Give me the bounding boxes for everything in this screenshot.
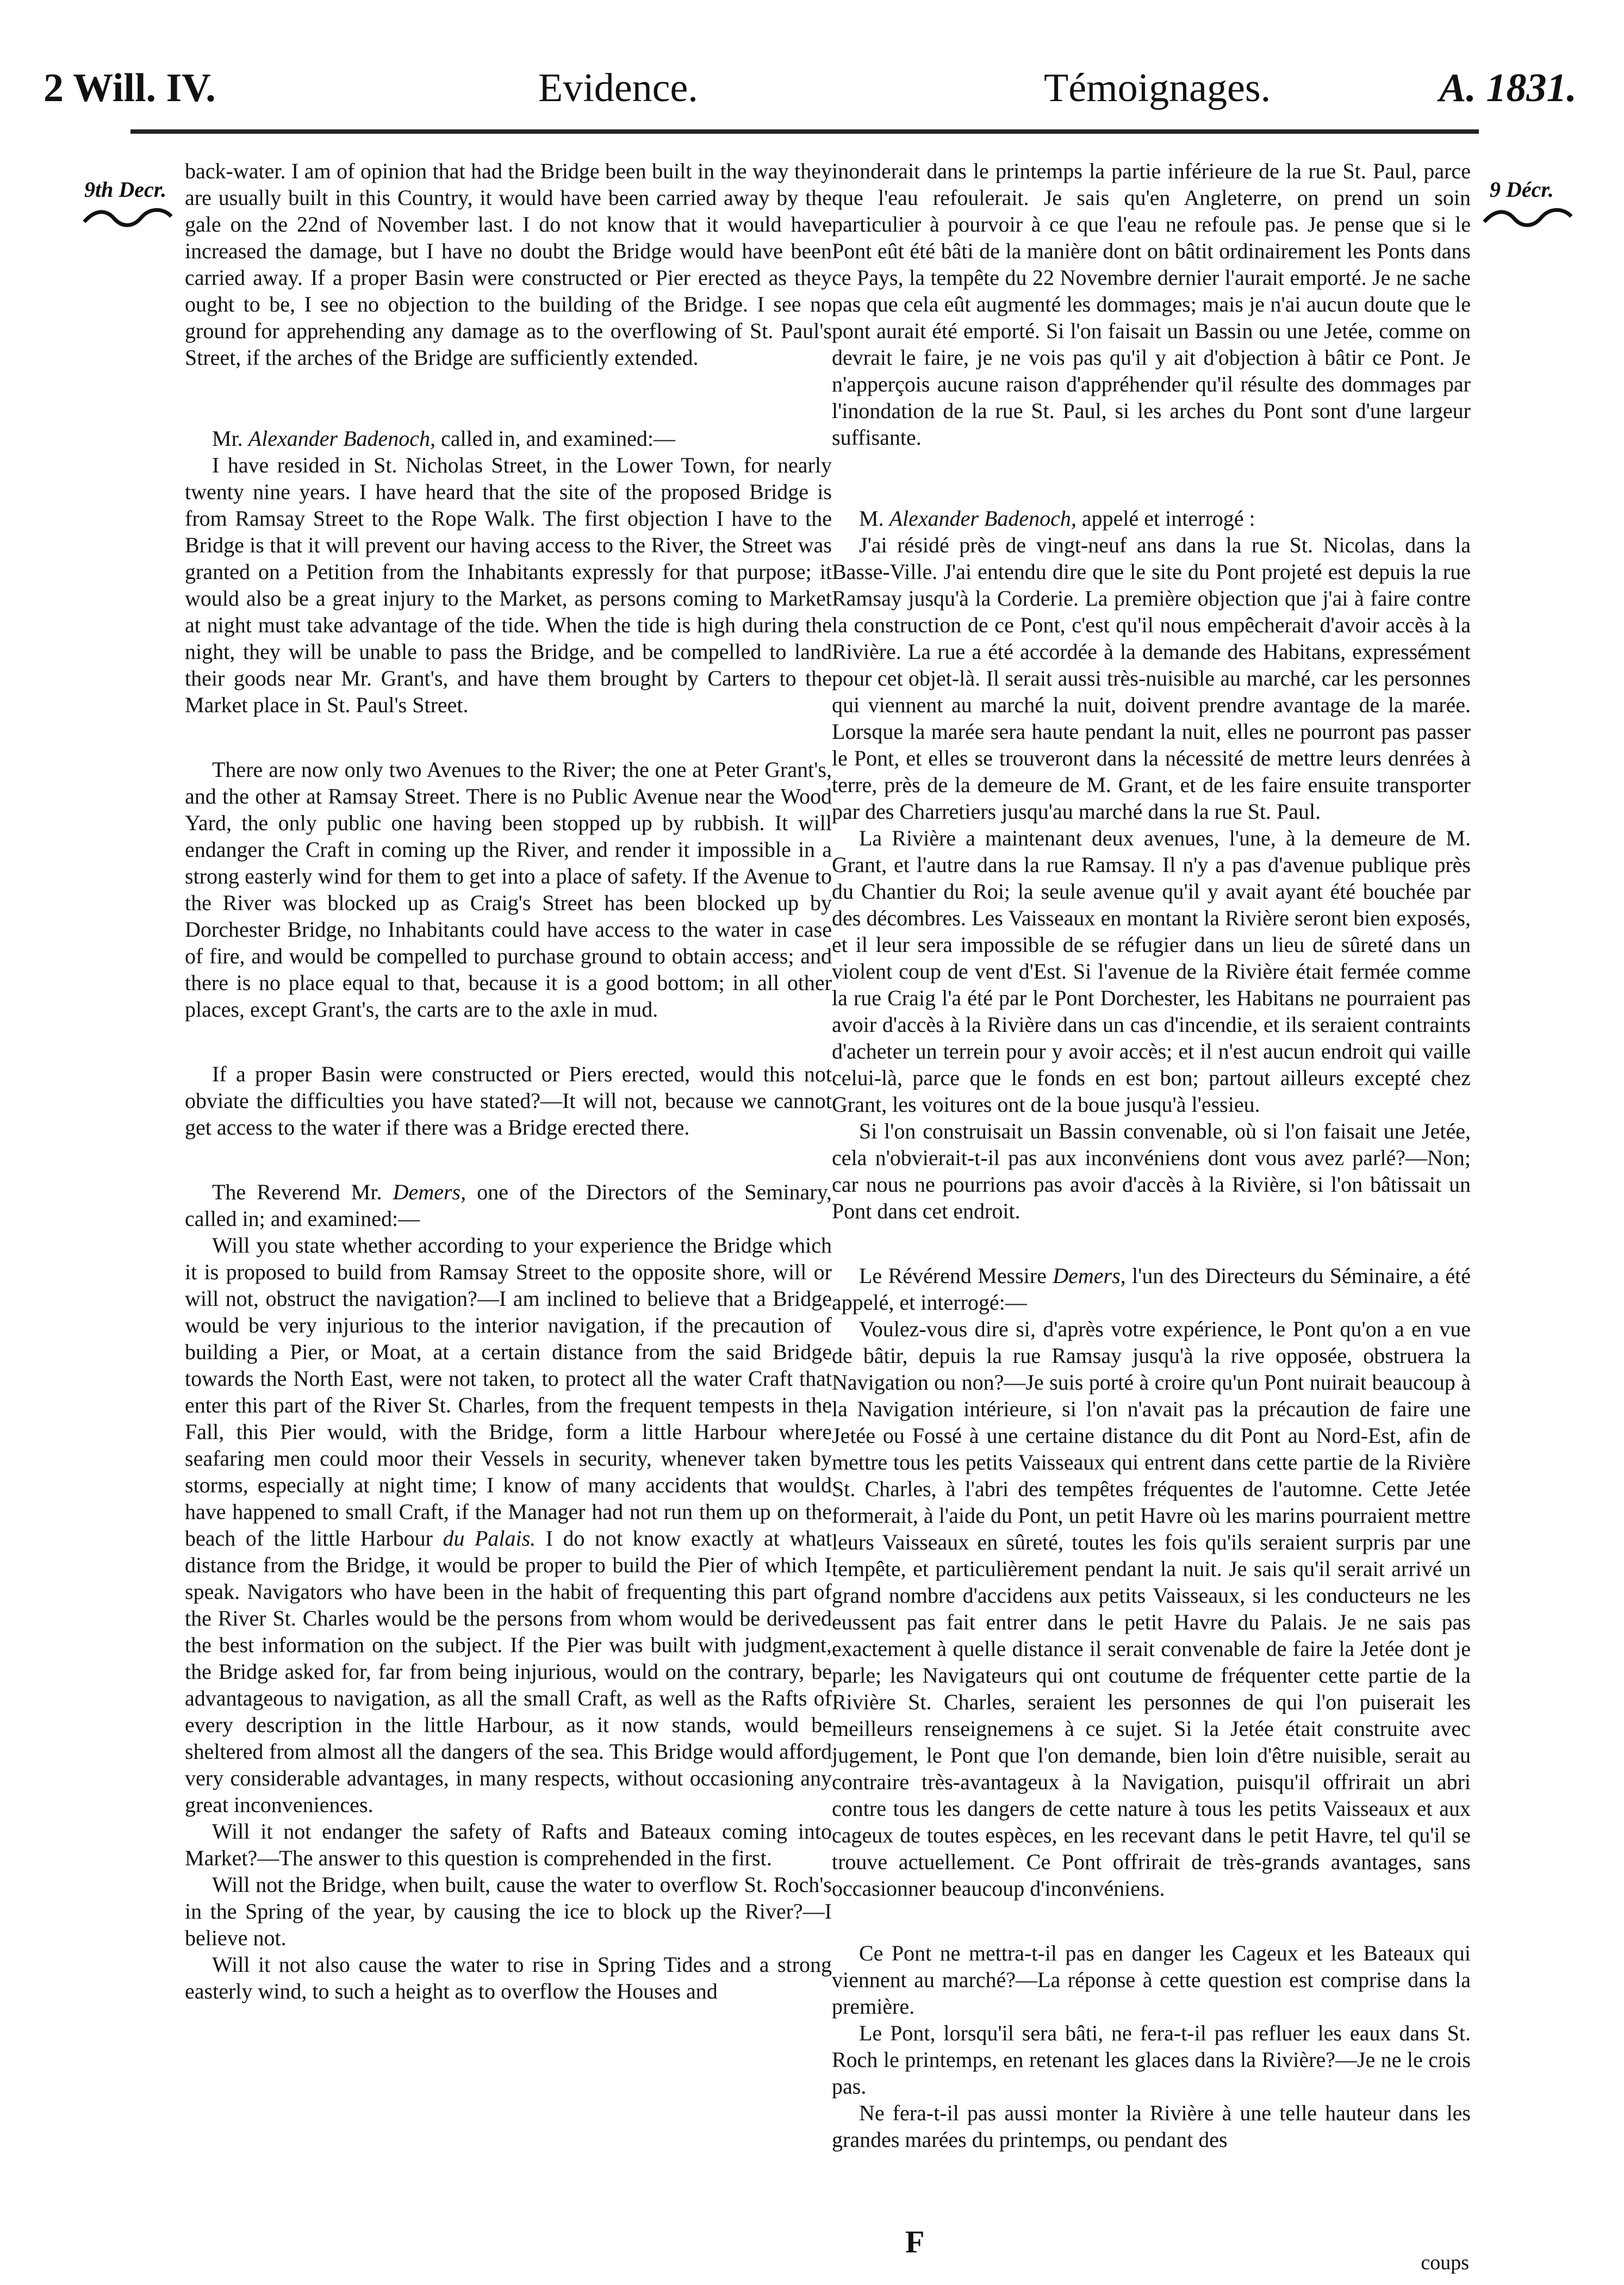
en-witness-2-title: The Reverend Mr. xyxy=(212,1180,393,1204)
en-witness-1-name: Alexander Badenoch, xyxy=(248,426,436,451)
en-witness-1-call: called in, and examined:— xyxy=(435,426,675,451)
en-paragraph-1: back-water. I am of opinion that had the Bridge been built in the way they are usually built in this Country, it would have been carried away by the gale on the 22nd of November last. I do not know that it would have increased the damage, but I have no doubt the Bridge would have been carried away. If a proper Basin were constructed or Pier erected as they ought to be, I see no objection to the building of the Bridge. I see no ground for apprehending any damage as to the overflowing of St. Paul's Street, if the arches of the Bridge are sufficiently extended. xyxy=(185,159,832,370)
flourish-right-icon xyxy=(1482,207,1574,228)
en-witness-1 xyxy=(185,425,832,452)
en-witness-1-title: Mr. xyxy=(212,426,248,451)
fr-witness-2 xyxy=(832,1262,1471,1316)
en-witness-2-call: one of the Directors of the Seminary, called in; and examined:— xyxy=(185,1180,832,1231)
header-year: A. 1831. xyxy=(1439,66,1577,110)
fr-witness-1-call: appelé et interrogé : xyxy=(1076,506,1255,531)
en-paragraph-5b: I do not know exactly at what distance from the Bridge, it would be proper to build the Pier of which I speak. Navigators who have been in the habit of frequenting this part of the River St. Charles would be the persons from whom would be derived the best information on the subject. If the Pier was built with judgment, the Bridge asked for, far from being injurious, would on the contrary, be advantageous to navigation, as all the small Craft, as well as the Rafts of every description in the little Harbour, as it now stands, would be sheltered from almost all the dangers of the sea. This Bridge would afford very considerable advantages, in many respects, without occasioning any great inconveniences. xyxy=(185,1526,832,1817)
fr-paragraph-8: Ne fera-t-il pas aussi monter la Rivière à une telle hauteur dans les grandes marées du printemps, ou pendant des xyxy=(832,2101,1471,2152)
header-temoignages: Témoignages. xyxy=(1044,66,1271,110)
fr-witness-1-title: M. xyxy=(859,506,889,531)
fr-paragraph-6: Ce Pont ne mettra-t-il pas en danger les Cageux et les Bateaux qui viennent au marché?—La réponse à cette question est comprise dans la première. xyxy=(832,1941,1471,2019)
english-column xyxy=(185,158,832,2004)
fr-witness-2-name: Demers, xyxy=(1053,1263,1126,1288)
fr-witness-1 xyxy=(832,505,1471,532)
header-evidence: Evidence. xyxy=(538,66,698,110)
margin-date-left: 9th Decr. xyxy=(84,177,167,202)
fr-paragraph-2: J'ai résidé près de vingt-neuf ans dans la rue St. Nicolas, dans la Basse-Ville. J'ai entendu dire que le site du Pont projeté est depuis la rue Ramsay jusqu'à la Corderie. La première objection que j'ai à faire contre la construction de ce Pont, c'est qu'il nous empêcherait d'avoir accès à la Rivière. La rue a été accordée à la demande des Habitans, expressément pour cet objet-là. Il serait aussi très-nuisible au marché, car les personnes qui viennent au marché la nuit, doivent prendre avantage de la marée. Lorsque la marée sera haute pendant la nuit, elles ne pourront pas passer le Pont, et elles se trouveront dans la nécessité de mettre leurs denrées à terre, près de la demeure de M. Grant, et de les faire ensuite transporter par des Charretiers jusqu'au marché dans la rue St. Paul. xyxy=(832,533,1471,824)
header-rule xyxy=(130,129,1479,134)
en-witness-2 xyxy=(185,1179,832,1232)
fr-paragraph-7: Le Pont, lorsqu'il sera bâti, ne fera-t-il pas refluer les eaux dans St. Roch le printemps, en retenant les glaces dans la Rivière?—Je ne le crois pas. xyxy=(832,2021,1471,2099)
margin-date-right: 9 Décr. xyxy=(1490,177,1554,202)
en-paragraph-4: If a proper Basin were constructed or Piers erected, would this not obviate the difficulties you have stated?—It will not, because we cannot get access to the water if there was a Bridge erected there. xyxy=(185,1062,832,1140)
en-paragraph-2: I have resided in St. Nicholas Street, in the Lower Town, for nearly twenty nine years. I have heard that the site of the proposed Bridge is from Ramsay Street to the Rope Walk. The first objection I have to the Bridge is that it will prevent our having access to the River, the Street was granted on a Petition from the Inhabitants expressly for that purpose; it would also be a great injury to the Market, as persons coming to Market at night must take advantage of the tide. When the tide is high during the night, they will be unable to pass the Bridge, and be compelled to land their goods near Mr. Grant's, and have them brought by Carters to the Market place in St. Paul's Street. xyxy=(185,453,832,717)
page-header xyxy=(43,65,1577,125)
en-du-palais: du Palais. xyxy=(443,1526,536,1551)
en-paragraph-7: Will not the Bridge, when built, cause the water to overflow St. Roch's in the Spring of the year, by causing the ice to block up the River?—I believe not. xyxy=(185,1872,832,1950)
en-paragraph-3: There are now only two Avenues to the River; the one at Peter Grant's, and the other at Ramsay Street. There is no Public Avenue near the Wood Yard, the only public one having been stopped up by rubbish. It will endanger the Craft in coming up the River, and render it impossible in a strong easterly wind for them to get into a place of safety. If the Avenue to the River was blocked up as Craig's Street has been blocked up by Dorchester Bridge, no Inhabitants could have access to the water in case of fire, and would be compelled to purchase ground to obtain access; and there is no place equal to that, because it is a good bottom; in all other places, except Grant's, the carts are to the axle in mud. xyxy=(185,757,832,1022)
en-paragraph-8: Will it not also cause the water to rise in Spring Tides and a strong easterly wind, to such a height as to overflow the Houses and xyxy=(185,1952,832,2003)
signature-mark: F xyxy=(905,2224,925,2259)
en-paragraph-5 xyxy=(185,1232,832,1818)
fr-paragraph-5: Voulez-vous dire si, d'après votre expérience, le Pont qu'on a en vue de bâtir, depuis la rue Ramsay jusqu'à la rive opposée, obstruera la Navigation ou non?—Je suis porté à croire qu'un Pont nuirait beaucoup à la Navigation intérieure, si l'on n'avait pas la précaution de faire une Jetée ou Fossé à une certaine distance du dit Pont au Nord-Est, afin de mettre tous les petits Vaisseaux qui entrent dans cette partie de la Rivière St. Charles, à l'abri des tempêtes fréquentes de l'automne. Cette Jetée formerait, à l'aide du Pont, un petit Havre où les marins pourraient mettre leurs Vaisseaux en sûreté, toutes les fois qu'ils seraient surpris par une tempête, et particulièrement pendant la nuit. Je sais qu'il serait arrivé un grand nombre d'accidens aux petits Vaisseaux, si les conducteurs ne les eussent pas fait entrer dans le petit Havre du Palais. Je ne sais pas exactement à quelle distance il serait convenable de faire la Jetée dont je parle; les Navigateurs qui ont coutume de fréquenter cette partie de la Rivière St. Charles, seraient les personnes de qui l'on puiserait les meilleurs renseignemens à ce sujet. Si la Jetée était construite avec jugement, le Pont que l'on demande, bien loin d'être nuisible, serait au contraire très-avantageux à la Navigation, puisqu'il offrirait un abri contre tous les dangers de cette nature à tous les petits Vaisseaux et aux cageux de toutes espèces, en les recevant dans le petit Havre, tel qu'il se trouve actuellement. Ce Pont offrirait de très-grands avantages, sans occasionner beaucoup d'inconvéniens. xyxy=(832,1317,1471,1901)
fr-witness-2-call: l'un des Directeurs du Séminaire, a été appelé, et interrogé:— xyxy=(832,1263,1471,1315)
flourish-left-icon xyxy=(82,207,174,228)
fr-witness-1-name: Alexander Badenoch, xyxy=(889,506,1077,531)
fr-paragraph-1: inonderait dans le printemps la partie inférieure de la rue St. Paul, parce que l'eau refoulerait. Je sais qu'en Angleterre, on prend un soin particulier à pourvoir à ce que l'eau ne refoule pas. Je pense que si le Pont eût été bâti de la manière dont on bâtit ordinairement les Ponts dans ce Pays, la tempête du 22 Novembre dernier l'aurait emporté. Je ne sache pas que cela eût augmenté les dommages; mais je n'ai aucun doute que le pont aurait été emporté. Si l'on faisait un Bassin ou une Jetée, comme on devrait le faire, je ne vois pas qu'il y ait d'objection à bâtir ce Pont. Je n'apperçois aucune raison d'appréhender qu'il résulte des dommages par l'inondation de la rue St. Paul, si les arches du Pont sont d'une largeur suffisante. xyxy=(832,159,1471,450)
en-witness-2-name: Demers, xyxy=(393,1180,466,1204)
fr-witness-2-title: Le Révérend Messire xyxy=(859,1263,1053,1288)
catchword: coups xyxy=(1421,2251,1469,2274)
french-column xyxy=(832,158,1471,2153)
en-paragraph-6: Will it not endanger the safety of Rafts and Bateaux coming into Market?—The answer to this question is comprehended in the first. xyxy=(185,1819,832,1870)
en-paragraph-5a: Will you state whether according to your experience the Bridge which it is proposed to build from Ramsay Street to the opposite shore, will or will not, obstruct the navigation?—I am inclined to believe that a Bridge would be very injurious to the interior navigation, if the precaution of building a Pier, or Moat, at a certain distance from the said Bridge towards the North East, were not taken, to protect all the water Craft that enter this part of the River St. Charles, from the frequent tempests in the Fall, this Pier would, with the Bridge, form a little Harbour where seafaring men could moor their Vessels in security, whenever taken by storms, especially at night time; I know of many accidents that would have happened to small Craft, if the Manager had not run them up on the beach of the little Harbour xyxy=(185,1233,832,1551)
header-session: 2 Will. IV. xyxy=(43,66,216,110)
fr-paragraph-3: La Rivière a maintenant deux avenues, l'une, à la demeure de M. Grant, et l'autre dans la rue Ramsay. Il n'y a pas d'avenue publique près du Chantier du Roi; la seule avenue qu'il y avait ayant été bouchée par des décombres. Les Vaisseaux en montant la Rivière seront bien exposés, et il leur sera impossible de se réfugier dans un lieu de sûreté dans un violent coup de vent d'Est. Si l'avenue de la Rivière était fermée comme la rue Craig l'a été par le Pont Dorchester, les Habitans ne pourraient pas avoir d'accès à la Rivière dans un cas d'incendie, et ils seraient contraints d'acheter un terrein pour y avoir accès; et il n'est aucun endroit qui vaille celui-là, parce que le fonds en est bon; partout ailleurs excepté chez Grant, les voitures ont de la boue jusqu'à l'essieu. xyxy=(832,826,1471,1117)
fr-paragraph-4: Si l'on construisait un Bassin convenable, où si l'on faisait une Jetée, cela n'obvierait-t-il pas aux inconvéniens dont vous avez parlé?—Non; car nous ne pourrions pas avoir d'accès à la Rivière, si l'on bâtissait un Pont dans cet endroit. xyxy=(832,1119,1471,1223)
